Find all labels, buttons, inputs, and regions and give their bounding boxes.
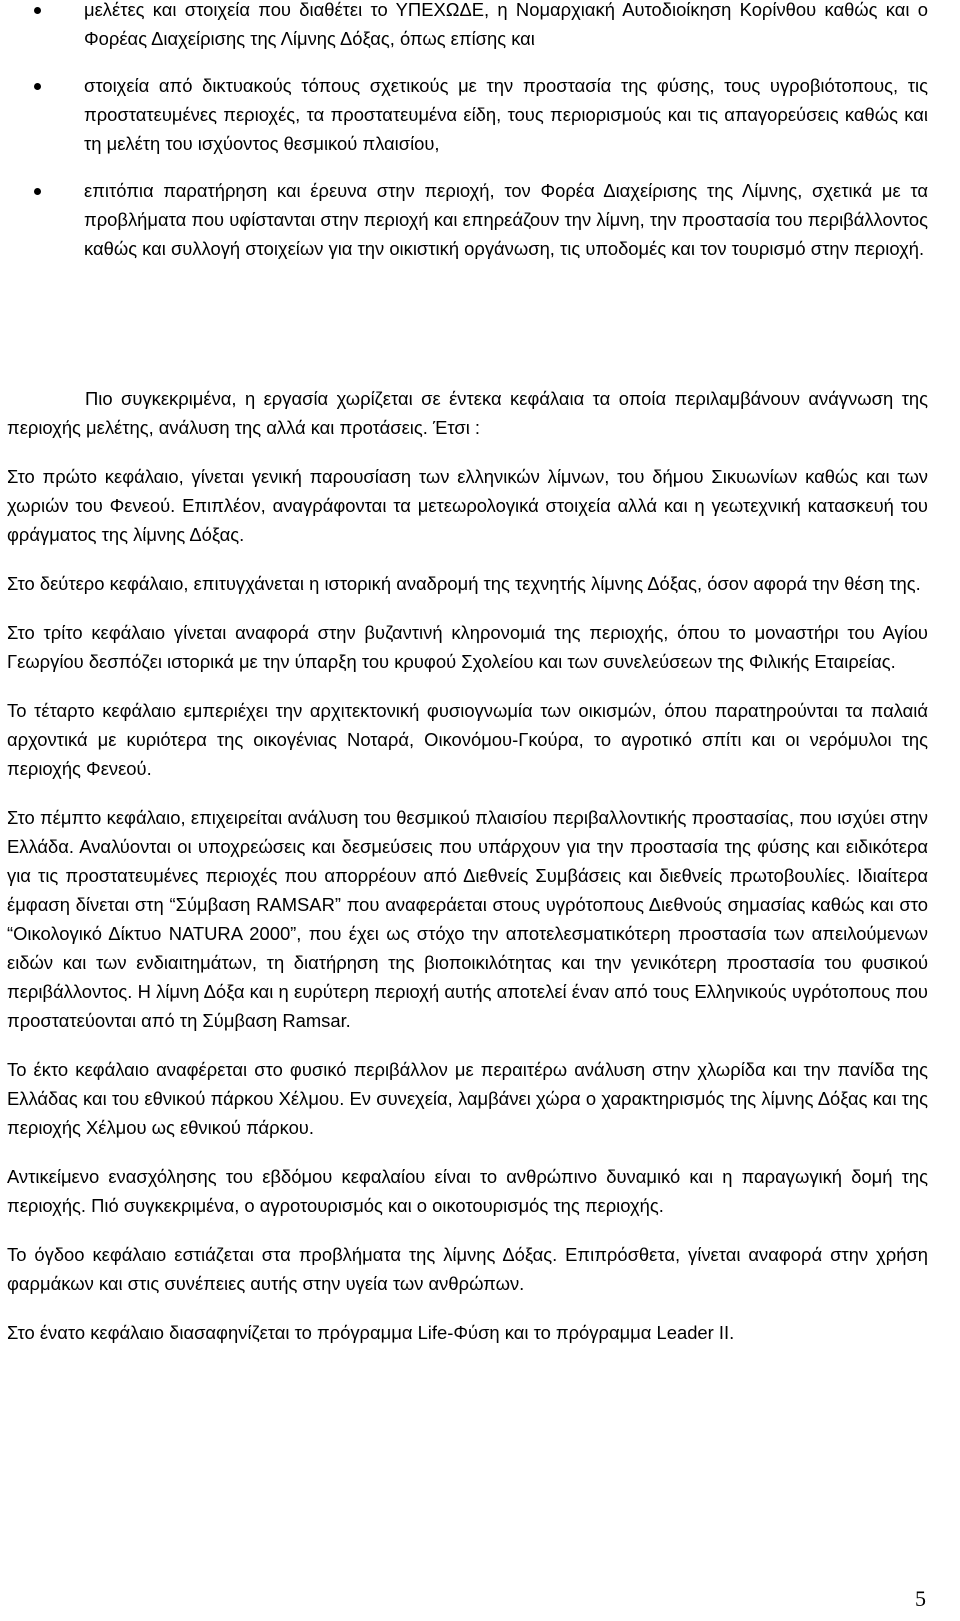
chapter-summary-section xyxy=(7,384,928,1367)
chapter-7-paragraph: Αντικείμενο ενασχόλησης του εβδόμου κεφαλαίου είναι το ανθρώπινο δυναμικό και η παραγωγική δομή της περιοχής. Πιό συγκεκριμένα, ο αγροτουρισμός και ο οικοτουρισμός της περιοχής. xyxy=(7,1166,928,1216)
bullet-item xyxy=(84,71,928,158)
bullet-text: στοιχεία από δικτυακούς τόπους σχετικούς με την προστασία της φύσης, τους υγροβιότοπους, τις προστατευμένες περιοχές, τα προστατευμένα είδη, τους περιορισμούς και τις απαγορεύσεις καθώς και τη μελέτη του ισχύοντος θεσμικού πλαισίου, xyxy=(84,75,928,154)
chapter-1-paragraph: Στο πρώτο κεφάλαιο, γίνεται γενική παρουσίαση των ελληνικών λίμνων, του δήμου Σικυωνίων καθώς και των χωριών του Φενεού. Επιπλέον, αναγράφονται τα μετεωρολογικά στοιχεία αλλά και η γεωτεχνική κατασκευή του φράγματος της λίμνης Δόξας. xyxy=(7,466,928,545)
intro-paragraph: Πιο συγκεκριμένα, η εργασία χωρίζεται σε έντεκα κεφάλαια τα οποία περιλαμβάνουν ανάγνωση της περιοχής μελέτης, ανάλυση της αλλά και προτάσεις. Έτσι : xyxy=(7,388,928,438)
source-bullet-list xyxy=(84,0,928,281)
page-number: 5 xyxy=(915,1586,926,1611)
chapter-3-paragraph: Στο τρίτο κεφάλαιο γίνεται αναφορά στην βυζαντινή κληρονομιά της περιοχής, όπου το μοναστήρι του Αγίου Γεωργίου δεσπόζει ιστορικά με την ύπαρξη του κρυφού Σχολείου και των συνελεύσεων της Φιλικής Εταιρείας. xyxy=(7,622,928,672)
bullet-dot-icon xyxy=(34,7,41,14)
chapter-8-paragraph: Το όγδοο κεφάλαιο εστιάζεται στα προβλήματα της λίμνης Δόξας. Επιπρόσθετα, γίνεται αναφορά στην χρήση φαρμάκων και στις συνέπειες αυτής στην υγεία των ανθρώπων. xyxy=(7,1244,928,1294)
chapter-4-paragraph: Το τέταρτο κεφάλαιο εμπεριέχει την αρχιτεκτονική φυσιογνωμία των οικισμών, όπου παρατηρούνται τα παλαιά αρχοντικά με κυριότερα της οικογένιας Νοταρά, Οικονόμου-Γκούρα, το αγροτικό σπίτι και οι νερόμυλοι της περιοχής Φενεού. xyxy=(7,700,928,779)
bullet-item xyxy=(84,176,928,263)
bullet-text: επιτόπια παρατήρηση και έρευνα στην περιοχή, τον Φορέα Διαχείρισης της Λίμνης, σχετικά με τα προβλήματα που υφίστανται στην περιοχή και επηρεάζουν την λίμνη, την προστασία του περιβάλλοντος καθώς και συλλογή στοιχείων για την οικιστική οργάνωση, τις υποδομές και τον τουρισμό στην περιοχή. xyxy=(84,180,928,259)
chapter-5-paragraph: Στο πέμπτο κεφάλαιο, επιχειρείται ανάλυση του θεσμικού πλαισίου περιβαλλοντικής προστασίας, που ισχύει στην Ελλάδα. Αναλύονται οι υποχρεώσεις και δεσμεύσεις που υπάρχουν για την προστασία της φύσης και ειδικότερα για τις προστατευμένες περιοχές που απορρέουν από Διεθνείς Συμβάσεις και διεθνείς πρωτοβουλίες. Ιδιαίτερα έμφαση δίνεται στη “Σύμβαση RAMSAR” που αναφεράεται στους υγρότοπους Διεθνούς σημασίας καθώς και στο “Οικολογικό Δίκτυο NATURA 2000”, που έχει ως στόχο την αποτελεσματικότερη προστασία των απειλούμενων ειδών και των ενδιαιτημάτων, τη διατήρηση της βιοποικιλότητας και την γενικότερη προστασία του φυσικού περιβάλλοντος. Η λίμνη Δόξα και η ευρύτερη περιοχή αυτής αποτελεί έναν από τους Ελληνικούς υγρότοπους που προστατεύονται από τη Σύμβαση Ramsar. xyxy=(7,807,928,1031)
chapter-6-paragraph: Το έκτο κεφάλαιο αναφέρεται στο φυσικό περιβάλλον με περαιτέρω ανάλυση στην χλωρίδα και την πανίδα της Ελλάδας και του εθνικού πάρκου Χέλμου. Εν συνεχεία, λαμβάνει χώρα ο χαρακτηρισμός της λίμνης Δόξας και της περιοχής Χέλμου ως εθνικού πάρκου. xyxy=(7,1059,928,1138)
bullet-dot-icon xyxy=(34,188,41,195)
bullet-dot-icon xyxy=(34,83,41,90)
chapter-2-paragraph: Στο δεύτερο κεφάλαιο, επιτυγχάνεται η ιστορική αναδρομή της τεχνητής λίμνης Δόξας, όσον αφορά την θέση της. xyxy=(7,573,921,594)
bullet-text: μελέτες και στοιχεία που διαθέτει το ΥΠΕΧΩΔΕ, η Νομαρχιακή Αυτοδιοίκηση Κορίνθου καθώς και ο Φορέας Διαχείρισης της Λίμνης Δόξας, όπως επίσης και xyxy=(84,0,928,49)
bullet-item xyxy=(84,0,928,53)
chapter-9-paragraph: Στο ένατο κεφάλαιο διασαφηνίζεται το πρόγραμμα Life-Φύση και το πρόγραμμα Leader II. xyxy=(7,1322,735,1343)
